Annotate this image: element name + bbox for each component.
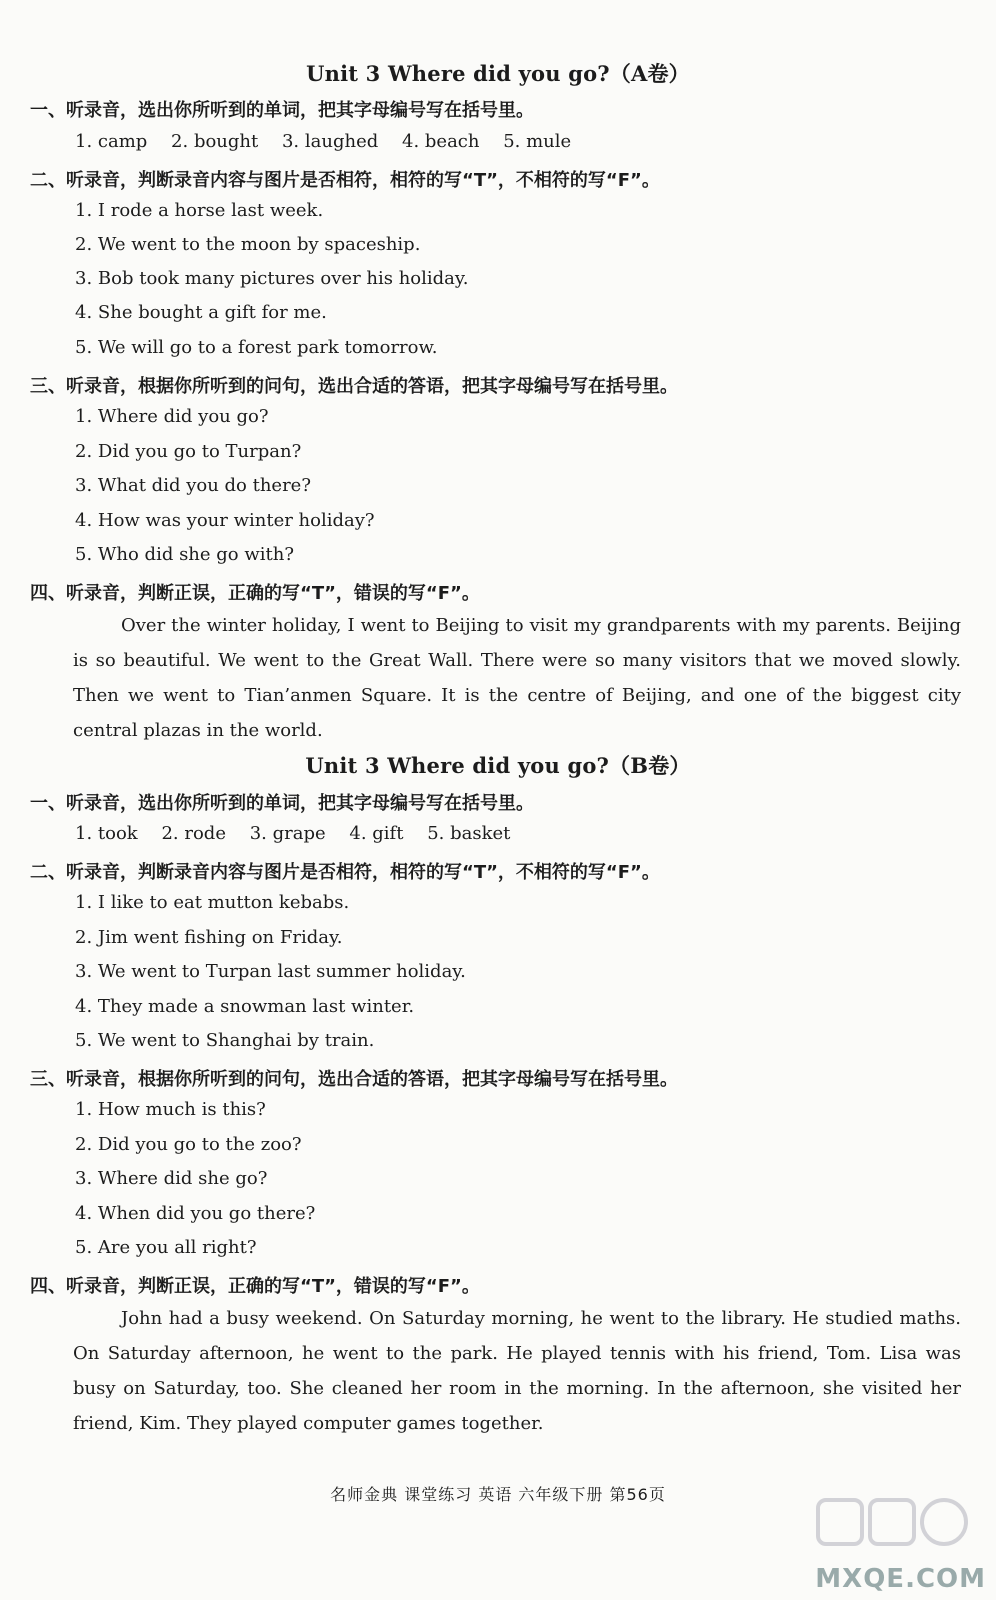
word-item: 2. rode (161, 823, 226, 844)
unit-a-section-2-heading: 二、听录音，判断录音内容与图片是否相符，相符的写“T”，不相符的写“F”。 (30, 170, 660, 191)
list-item: 3. What did you do there? (75, 475, 311, 496)
list-item: 3. Where did she go? (75, 1168, 268, 1189)
watermark-url: MXQE.COM (815, 1564, 986, 1594)
page-footer: 名师金典 课堂练习 英语 六年级下册 第56页 (330, 1485, 666, 1504)
list-item: 2. We went to the moon by spaceship. (75, 234, 421, 255)
word-item: 2. bought (171, 131, 259, 152)
word-item: 5. mule (503, 131, 572, 152)
list-item: 3. Bob took many pictures over his holiday. (75, 268, 469, 289)
list-item: 2. Did you go to Turpan? (75, 441, 302, 462)
unit-b-passage: John had a busy weekend. On Saturday morning, he went to the library. He studied maths. On Saturday afternoon, he went to the park. He played tennis with his friend, Tom. Lisa was busy on Saturday, too. She cleaned her room in the morning. In the afternoon, she visited her friend, Kim. They played computer games together. (73, 1308, 961, 1434)
list-item: 4. She bought a gift for me. (75, 302, 327, 323)
list-item: 1. How much is this? (75, 1099, 266, 1120)
unit-b-section-3-heading: 三、听录音，根据你所听到的问句，选出合适的答语，把其字母编号写在括号里。 (30, 1069, 678, 1090)
unit-b-section-4-heading: 四、听录音，判断正误，正确的写“T”，错误的写“F”。 (30, 1276, 480, 1297)
list-item: 2. Jim went fishing on Friday. (75, 927, 343, 948)
list-item: 1. Where did you go? (75, 406, 269, 427)
word-item: 3. grape (249, 823, 326, 844)
list-item: 3. We went to Turpan last summer holiday. (75, 961, 466, 982)
unit-a-word-list (75, 131, 589, 152)
unit-a-passage: Over the winter holiday, I went to Beijing to visit my grandparents with my parents. Beijing is so beautiful. We went to the Great Wall. There were so many visitors that we moved slowly. Then we went to Tian’anmen Square. It is the centre of Beijing, and one of the biggest city central plazas in the world. (73, 615, 961, 741)
word-item: 3. laughed (281, 131, 379, 152)
unit-b-title: Unit 3 Where did you go?（B卷） (305, 753, 691, 778)
unit-b-word-list (75, 823, 528, 844)
unit-a-title: Unit 3 Where did you go?（A卷） (306, 61, 690, 86)
list-item: 5. We will go to a forest park tomorrow. (75, 337, 438, 358)
unit-b-section-1-heading: 一、听录音，选出你所听到的单词，把其字母编号写在括号里。 (30, 793, 534, 814)
word-item: 5. basket (427, 823, 511, 844)
unit-a-section-3-heading: 三、听录音，根据你所听到的问句，选出合适的答语，把其字母编号写在括号里。 (30, 376, 678, 397)
list-item: 4. When did you go there? (75, 1203, 316, 1224)
list-item: 4. They made a snowman last winter. (75, 996, 415, 1017)
word-item: 1. camp (75, 131, 148, 152)
list-item: 5. Are you all right? (75, 1237, 257, 1258)
list-item: 1. I like to eat mutton kebabs. (75, 892, 350, 913)
unit-a-section-1-heading: 一、听录音，选出你所听到的单词，把其字母编号写在括号里。 (30, 100, 534, 121)
word-item: 4. beach (402, 131, 480, 152)
list-item: 1. I rode a horse last week. (75, 200, 324, 221)
word-item: 1. took (75, 823, 138, 844)
list-item: 5. Who did she go with? (75, 544, 294, 565)
unit-a-section-4-heading: 四、听录音，判断正误，正确的写“T”，错误的写“F”。 (30, 583, 480, 604)
word-item: 4. gift (349, 823, 404, 844)
list-item: 4. How was your winter holiday? (75, 510, 375, 531)
list-item: 5. We went to Shanghai by train. (75, 1030, 375, 1051)
list-item: 2. Did you go to the zoo? (75, 1134, 302, 1155)
unit-b-section-2-heading: 二、听录音，判断录音内容与图片是否相符，相符的写“T”，不相符的写“F”。 (30, 862, 660, 883)
